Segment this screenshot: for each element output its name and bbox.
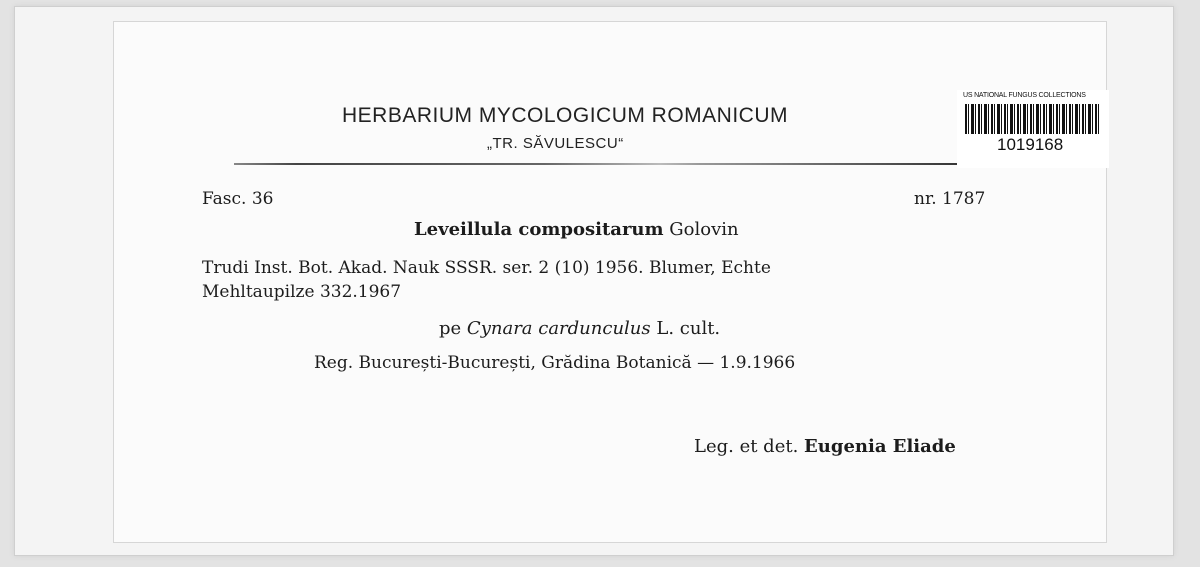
herbarium-sheet: [14, 6, 1174, 556]
host-prefix: pe: [439, 318, 462, 339]
host-suffix: L. cult.: [656, 318, 721, 339]
host-name: Cynara cardunculus: [466, 318, 651, 339]
collector-line: [694, 436, 956, 457]
collector-prefix: Leg. et det.: [694, 436, 799, 457]
locality-line: Reg. București-București, Grădina Botanică — 1.9.1966: [314, 353, 796, 373]
collector-name: Eugenia Eliade: [804, 436, 956, 457]
reference-line-2: Mehltaupilze 332.1967: [202, 282, 402, 302]
species-name: Leveillula compositarum: [414, 219, 664, 240]
reference-line-1: Trudi Inst. Bot. Akad. Nauk SSSR. ser. 2 (10) 1956. Blumer, Echte: [202, 258, 771, 278]
header-divider: [234, 163, 1009, 165]
specimen-label: [113, 21, 1107, 543]
species-author: Golovin: [669, 219, 739, 240]
barcode-icon: [965, 104, 1101, 134]
barcode-sticker: [957, 90, 1109, 168]
barcode-number: 1019168: [997, 135, 1064, 154]
species-line: [414, 219, 739, 240]
barcode-collection-label: US NATIONAL FUNGUS COLLECTIONS: [963, 92, 1086, 99]
host-line: [439, 318, 720, 339]
fascicle-number: Fasc. 36: [202, 189, 274, 209]
specimen-number: nr. 1787: [914, 189, 986, 209]
herbarium-subtitle: „TR. SĂVULESCU“: [487, 135, 624, 152]
herbarium-title: HERBARIUM MYCOLOGICUM ROMANICUM: [342, 104, 789, 127]
